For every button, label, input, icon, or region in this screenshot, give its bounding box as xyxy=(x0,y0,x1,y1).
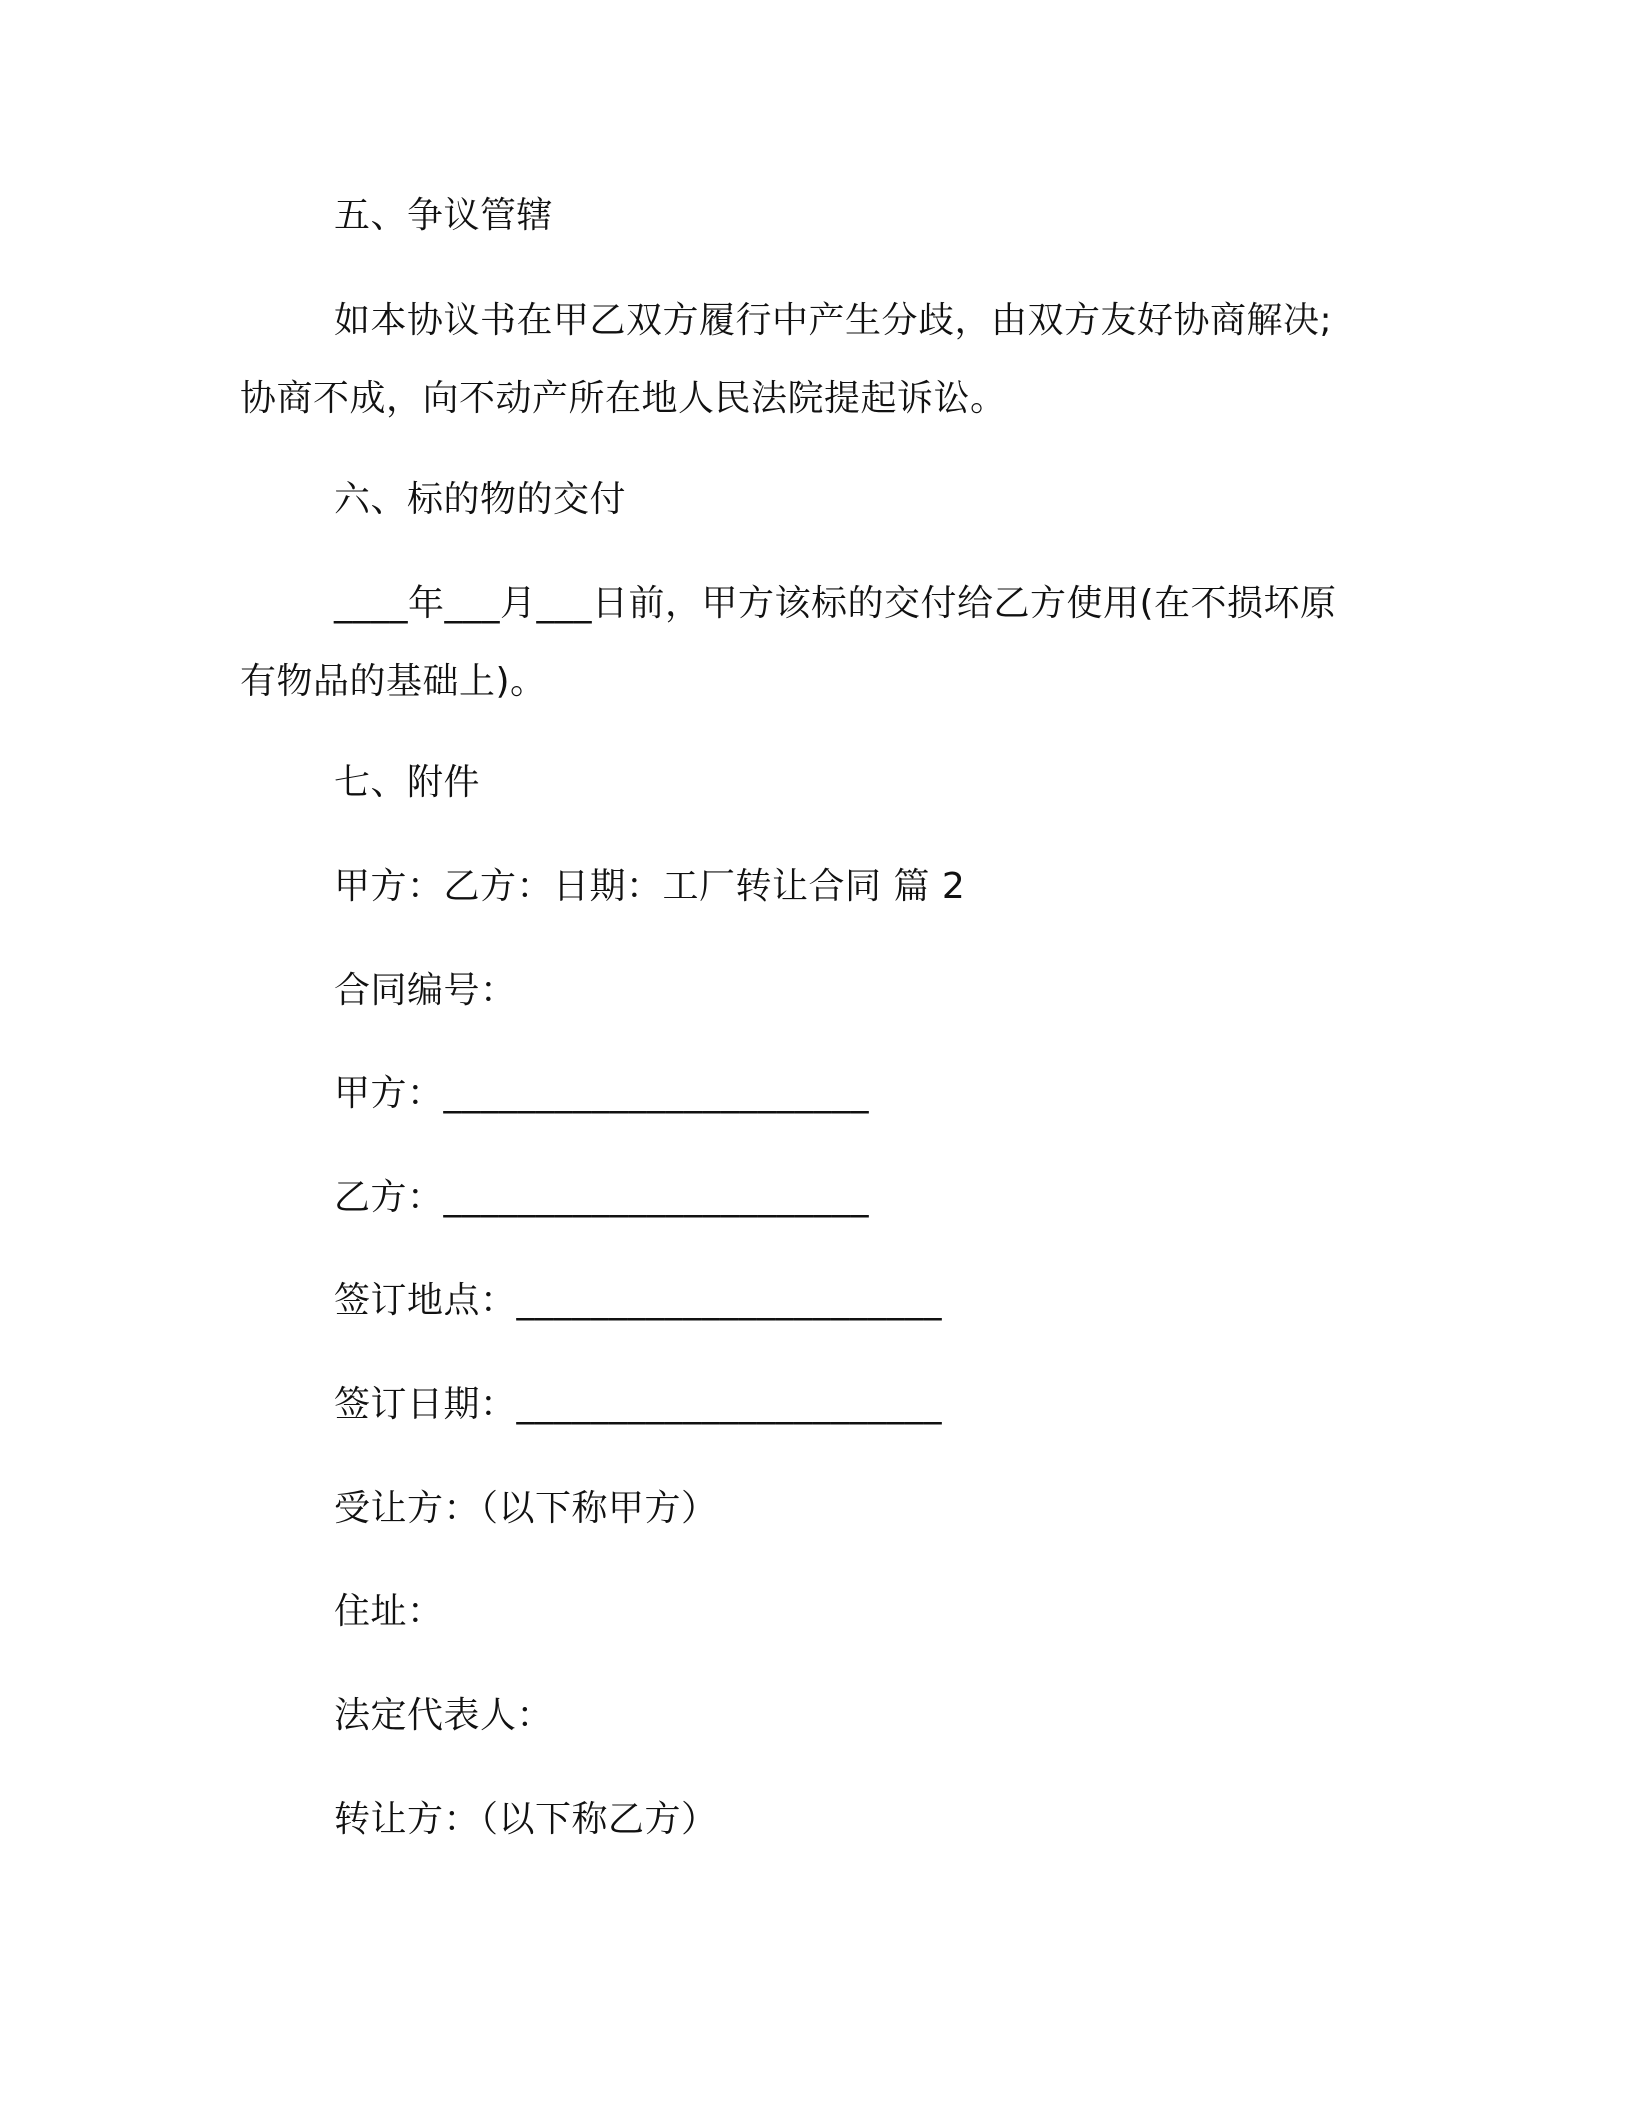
contract-number-field: 合同编号： xyxy=(334,970,517,1011)
sign-date-field: 签订日期：_______________________ xyxy=(334,1384,943,1425)
party-b-field: 乙方：_______________________ xyxy=(334,1177,870,1218)
section-5-text-line-2: 协商不成，向不动产所在地人民法院提起诉讼。 xyxy=(240,378,1007,419)
signature-line: 甲方：乙方：日期：工厂转让合同 篇 2 xyxy=(334,866,966,907)
sign-place-field: 签订地点：_______________________ xyxy=(334,1280,943,1321)
transferor-field: 转让方：（以下称乙方） xyxy=(334,1799,718,1840)
section-6-heading: 六、标的物的交付 xyxy=(334,479,627,520)
party-a-field: 甲方：_______________________ xyxy=(334,1073,870,1114)
transferee-field: 受让方：（以下称甲方） xyxy=(334,1488,718,1529)
legal-representative-field: 法定代表人： xyxy=(334,1695,554,1736)
section-6-text-line-2: 有物品的基础上)。 xyxy=(240,661,547,702)
address-field: 住址： xyxy=(334,1591,444,1632)
section-7-heading: 七、附件 xyxy=(334,762,481,803)
section-5-text-line-1: 如本协议书在甲乙双方履行中产生分歧，由双方友好协商解决; xyxy=(334,300,1333,341)
section-6-text-line-1: ____年___月___日前，甲方该标的交付给乙方使用(在不损坏原 xyxy=(334,583,1337,624)
section-5-heading: 五、争议管辖 xyxy=(334,195,554,236)
